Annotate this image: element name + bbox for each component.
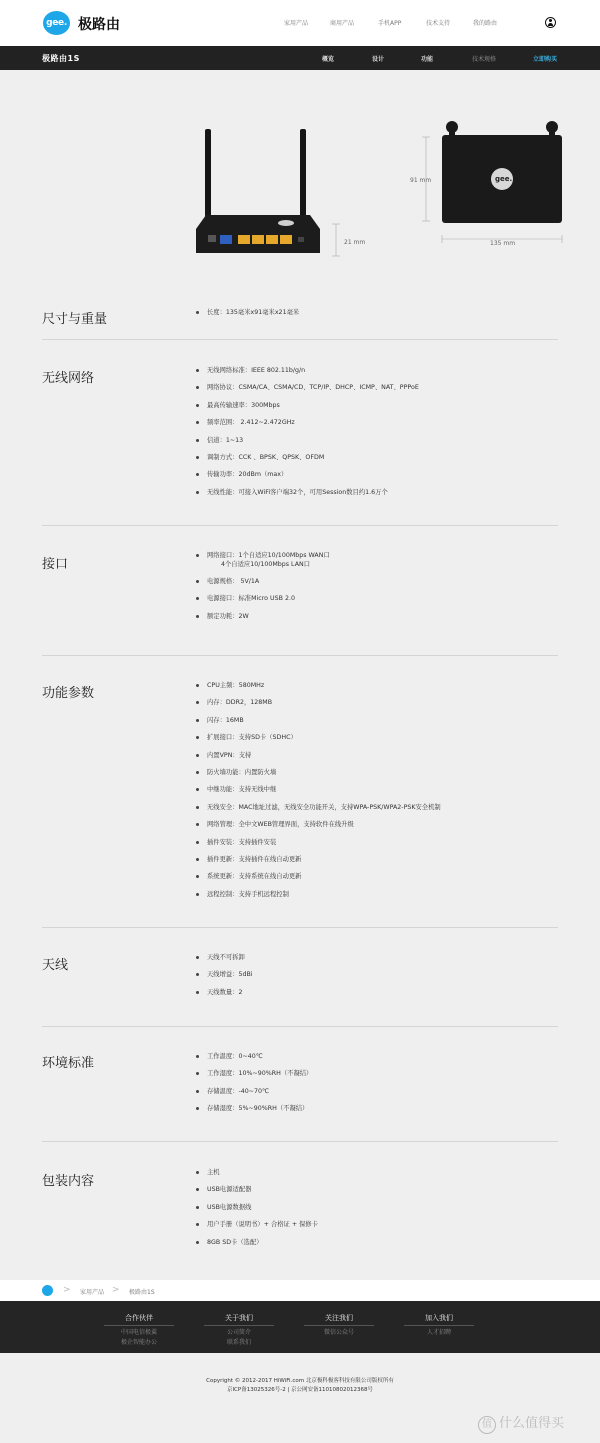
nav-mobile-app[interactable]: 手机APP <box>378 20 402 27</box>
nav-home-products[interactable]: 家用产品 <box>284 20 309 27</box>
footer-partners <box>104 1313 174 1346</box>
spec-item: 网络管理：全中文WEB管理界面，支持软件在线升级 <box>196 820 441 829</box>
spec-item: 插件安装：支持插件安装 <box>196 838 441 847</box>
spec-item: 调制方式：CCK 、BPSK、QPSK、OFDM <box>196 453 419 462</box>
spec-item <box>196 551 330 569</box>
footer-link[interactable]: 微信公众号 <box>323 1329 354 1336</box>
divider <box>42 1141 558 1142</box>
footer-about <box>204 1313 274 1346</box>
divider <box>42 339 558 340</box>
home-logo-icon[interactable] <box>42 1285 53 1296</box>
brand-name[interactable]: 极路由 <box>78 17 120 33</box>
section-title: 包装内容 <box>42 1174 95 1189</box>
icp-line[interactable]: 京ICP备13025326号-2 | 京公网安备11010802012368号 <box>226 1387 374 1393</box>
brand-logo[interactable]: gee. <box>43 11 70 35</box>
spec-item: USB电源数据线 <box>196 1203 318 1212</box>
spec-item: 工作温度：0~40℃ <box>196 1052 312 1061</box>
footer-column-title: 合作伙伴 <box>104 1313 174 1326</box>
product-subnav <box>0 46 600 70</box>
buy-now-button[interactable]: 立即购买 <box>533 56 558 63</box>
spec-item: 无线网络标准：IEEE 802.11b/g/n <box>196 366 419 375</box>
spec-item: 中继功能：支持无线中继 <box>196 785 441 794</box>
spec-item: 8GB SD卡（选配） <box>196 1238 318 1247</box>
spec-item: 无线性能：可接入WiFi客户端32个，可用Session数目约1.6万个 <box>196 488 419 497</box>
watermark-badge-icon: 值 <box>478 1416 496 1434</box>
user-account-icon[interactable] <box>545 17 556 28</box>
spec-item: 天线数量：2 <box>196 988 253 997</box>
section-title: 环境标准 <box>42 1056 95 1071</box>
spec-item: 电源接口：标准Micro USB 2.0 <box>196 594 330 603</box>
spec-item: 内存：DDR2，128MB <box>196 698 441 707</box>
spec-item: 信道：1~13 <box>196 436 419 445</box>
section-title: 尺寸与重量 <box>42 312 108 327</box>
spec-item: 网络协议：CSMA/CA、CSMA/CD、TCP/IP、DHCP、ICMP、NAT、PPPoE <box>196 383 419 392</box>
footer <box>0 1301 600 1353</box>
front-depth-label: 21 mm <box>344 239 366 246</box>
spec-item: 系统更新：支持系统在线自动更新 <box>196 872 441 881</box>
footer-join <box>404 1313 474 1336</box>
copyright <box>0 1377 600 1395</box>
section-title: 接口 <box>42 557 69 572</box>
front-depth-line <box>330 220 342 260</box>
breadcrumb-home-products[interactable]: 家用产品 <box>80 1289 105 1296</box>
spec-item: 长度：135毫米x91毫米x21毫米 <box>196 308 299 317</box>
spec-item: 额定功耗：2W <box>196 612 330 621</box>
spec-item: 远程控制：支持手机远程控制 <box>196 890 441 899</box>
product-title[interactable]: 极路由1S <box>42 54 80 63</box>
nav-business-products[interactable]: 商用产品 <box>330 20 355 27</box>
tab-overview[interactable]: 概览 <box>322 56 335 63</box>
spec-item: 工作湿度：10%~90%RH（不凝结） <box>196 1069 312 1078</box>
divider <box>42 927 558 928</box>
top-logo: gee. <box>495 175 513 183</box>
height-label: 91 mm <box>410 177 432 184</box>
section-title: 无线网络 <box>42 371 95 386</box>
width-label: 135 mm <box>490 240 516 247</box>
spec-item: 天线不可拆卸 <box>196 953 253 962</box>
spec-item: 插件更新：支持插件在线自动更新 <box>196 855 441 864</box>
spec-item: 防火墙功能：内置防火墙 <box>196 768 441 777</box>
spec-item: USB电源适配器 <box>196 1185 318 1194</box>
breadcrumb-separator: > <box>112 1285 120 1295</box>
top-navigation <box>0 0 600 46</box>
breadcrumb <box>0 1280 600 1301</box>
divider <box>42 1026 558 1027</box>
spec-item: 闪存：16MB <box>196 716 441 725</box>
wan-port-line: 网络接口：1个自适应10/100Mbps WAN口 <box>207 552 330 559</box>
footer-column-title: 加入我们 <box>404 1313 474 1326</box>
spec-item: 用户手册（说明书）+ 合格证 + 保修卡 <box>196 1220 318 1229</box>
spec-item: CPU主频：580MHz <box>196 681 441 690</box>
tab-tech-specs[interactable]: 技术规格 <box>472 56 497 63</box>
spec-item: 无线安全：MAC地址过滤，无线安全功能开关，支持WPA-PSK/WPA2-PSK安全机制 <box>196 803 441 812</box>
section-title: 功能参数 <box>42 686 95 701</box>
footer-link[interactable]: 中国电信极翼 <box>120 1329 157 1336</box>
spec-item: 主机 <box>196 1168 318 1177</box>
section-title: 天线 <box>42 958 69 973</box>
breadcrumb-current: 极路由1S <box>129 1289 155 1296</box>
spec-item: 最高传输速率：300Mbps <box>196 401 419 410</box>
footer-link[interactable]: 人才招聘 <box>426 1329 451 1336</box>
watermark-text: 什么值得买 <box>499 1416 565 1431</box>
divider <box>42 525 558 526</box>
spec-item: 内置VPN：支持 <box>196 751 441 760</box>
router-front-view <box>196 127 320 257</box>
footer-column-title: 关注我们 <box>304 1313 374 1326</box>
tab-design[interactable]: 设计 <box>372 56 385 63</box>
breadcrumb-separator: > <box>63 1285 71 1295</box>
footer-follow <box>304 1313 374 1336</box>
spec-item: 电源规格： 5V/1A <box>196 577 330 586</box>
spec-item: 频率范围： 2.412~2.472GHz <box>196 418 419 427</box>
footer-column-title: 关于我们 <box>204 1313 274 1326</box>
divider <box>42 655 558 656</box>
lan-port-line: 4个自适应10/100Mbps LAN口 <box>221 561 311 568</box>
footer-link[interactable]: 公司简介 <box>226 1329 251 1336</box>
watermark <box>478 1412 564 1434</box>
nav-my-router[interactable]: 我的路由 <box>473 20 498 27</box>
footer-link[interactable]: 联系我们 <box>226 1339 251 1346</box>
spec-item: 扩展接口：支持SD卡（SDHC） <box>196 733 441 742</box>
tab-features[interactable]: 功能 <box>421 56 434 63</box>
spec-item: 存储温度：-40~70℃ <box>196 1087 312 1096</box>
spec-item: 存储湿度：5%~90%RH（不凝结） <box>196 1104 312 1113</box>
spec-item: 天线增益：5dBi <box>196 970 253 979</box>
copyright-line: Copyright © 2012-2017 HiWiFi.com 北京极科极客科技有限公司版权所有 <box>206 1378 394 1384</box>
footer-link[interactable]: 极企智能办公 <box>120 1339 157 1346</box>
nav-tech-support[interactable]: 技术支持 <box>426 20 451 27</box>
spec-item: 传输功率：20dBm（max） <box>196 470 419 479</box>
